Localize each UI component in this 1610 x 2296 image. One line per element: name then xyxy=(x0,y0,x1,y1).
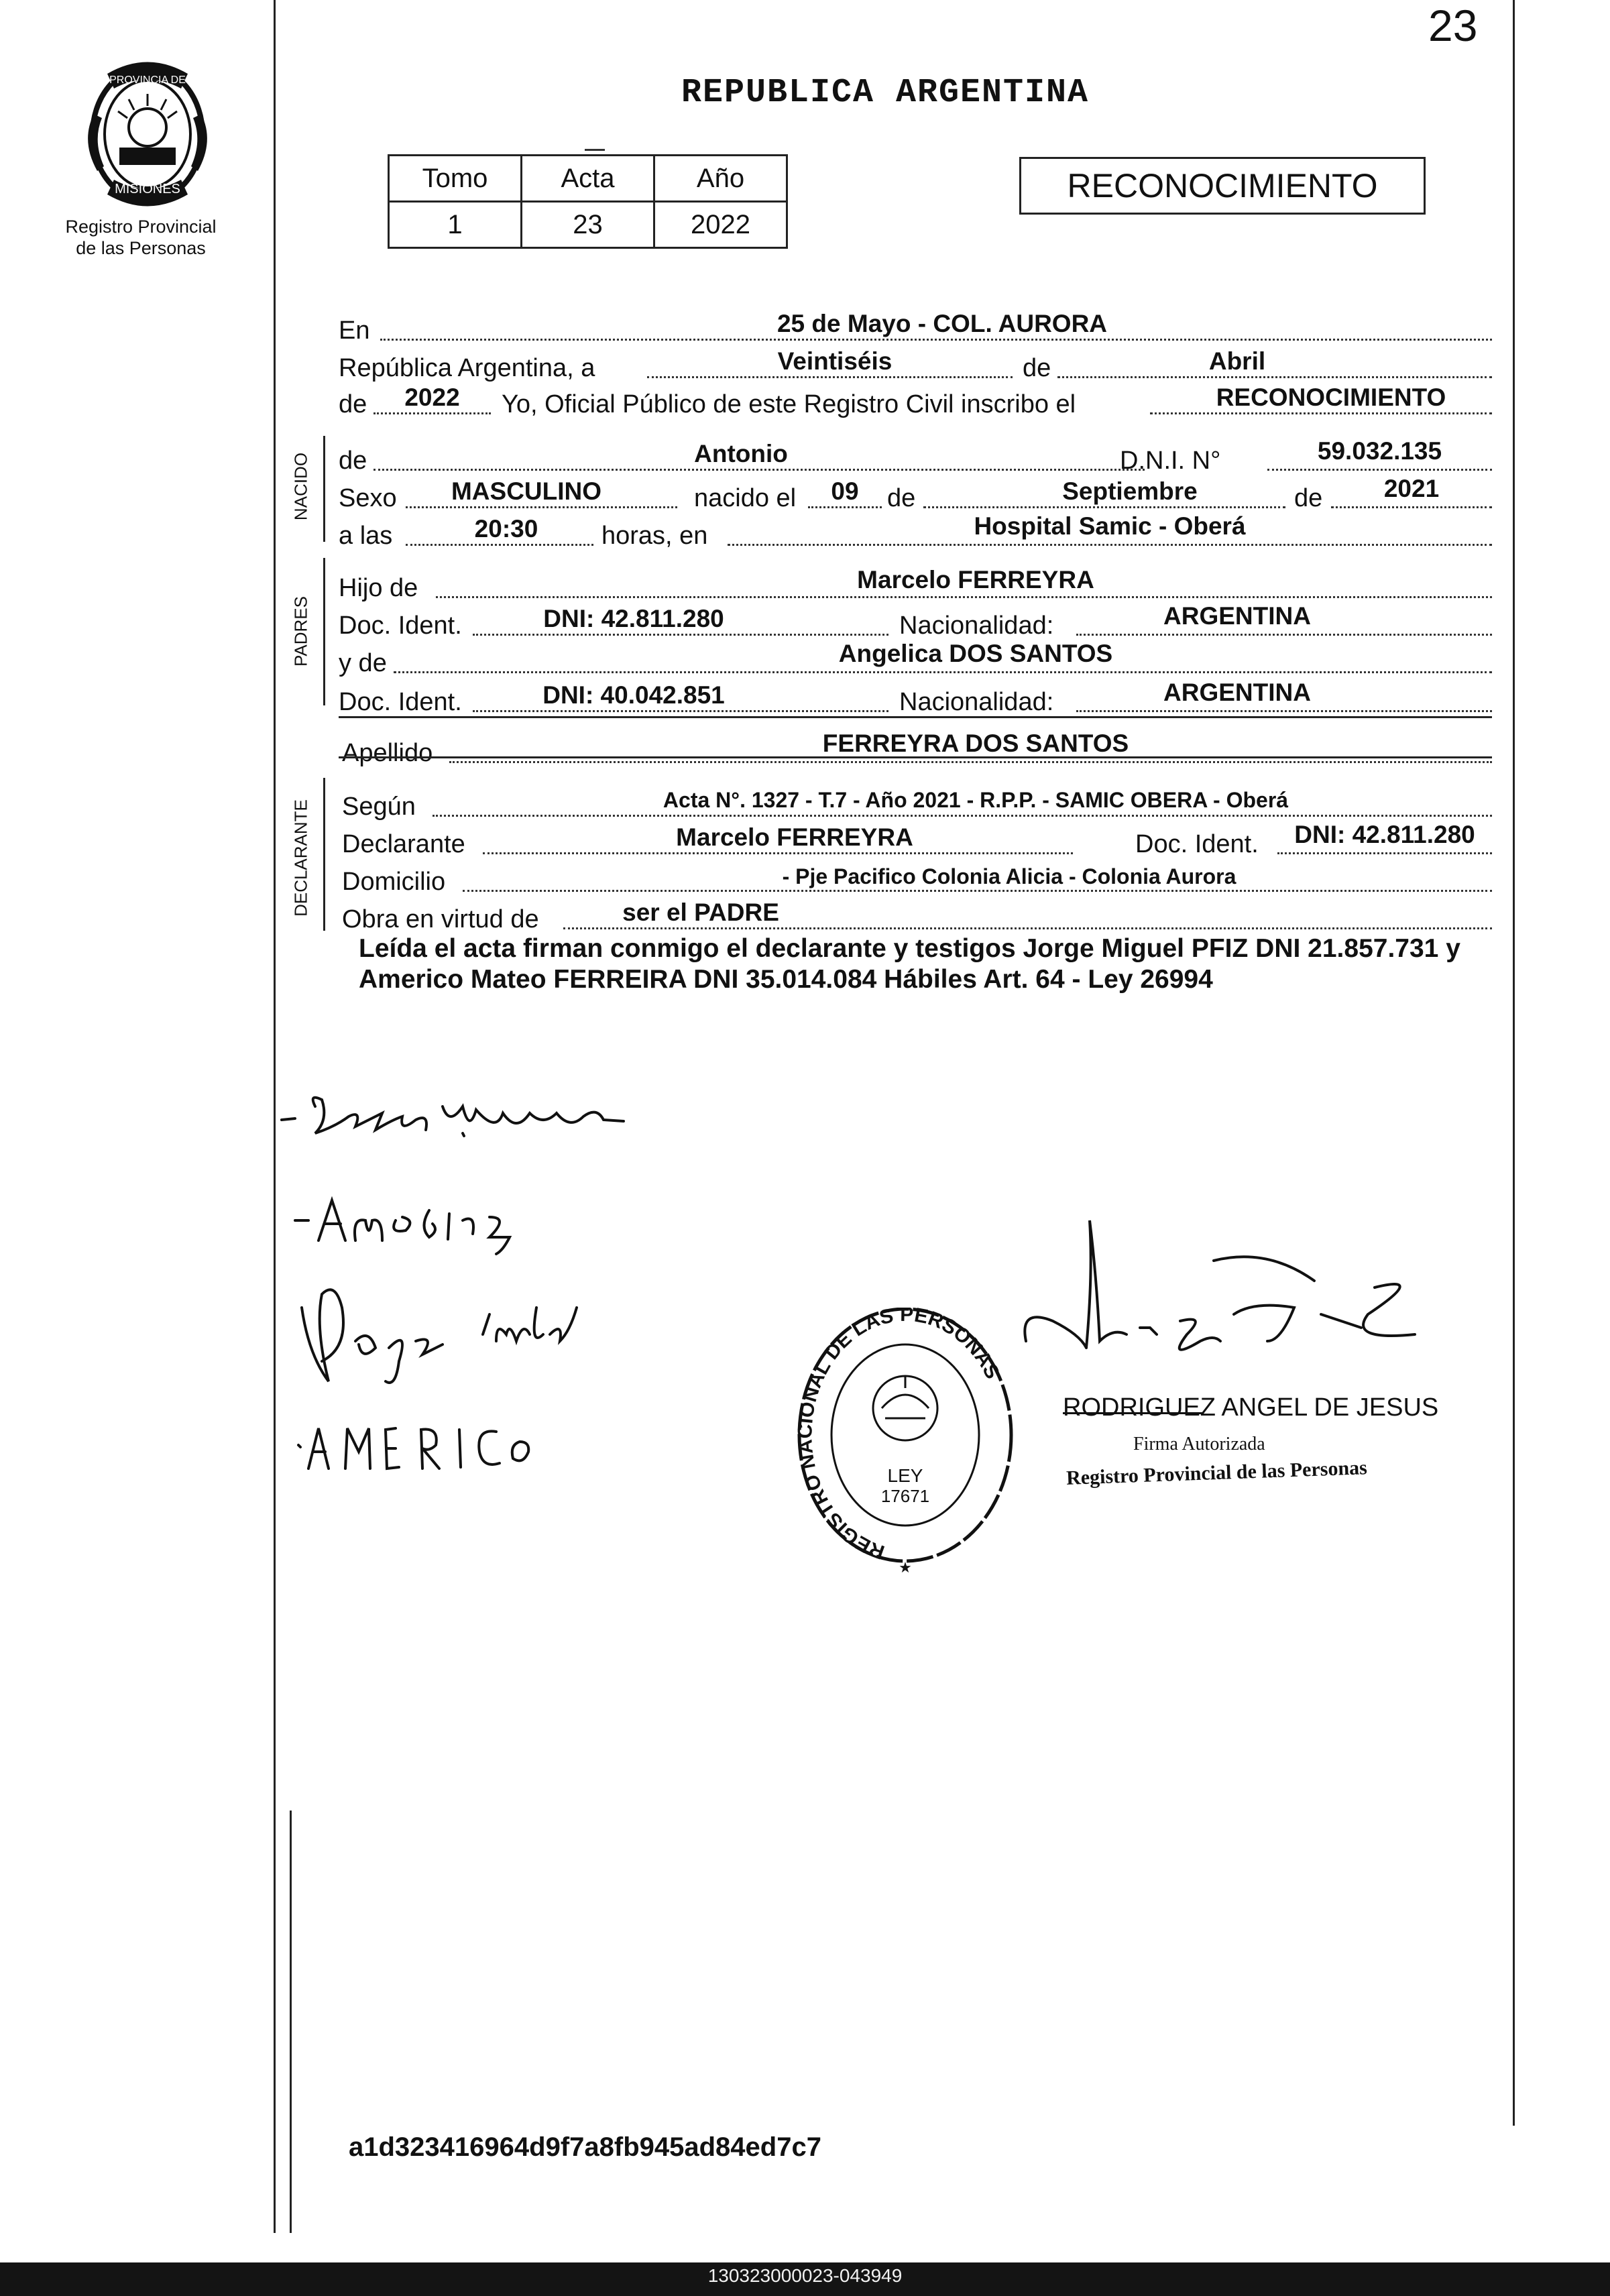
document-title: REPUBLICA ARGENTINA xyxy=(681,74,1090,112)
label-horas-en: horas, en xyxy=(601,522,708,550)
official-signature xyxy=(1013,1207,1428,1381)
dotted-line xyxy=(1150,412,1492,414)
svg-text:MISIONES: MISIONES xyxy=(115,182,180,196)
value-segun: Acta N°. 1327 - T.7 - Año 2021 - R.P.P. - SAMIC OBERA - Oberá xyxy=(663,788,1289,812)
label-nacionalidad: Nacionalidad: xyxy=(899,612,1054,640)
logo-caption-line1: Registro Provincial xyxy=(65,217,217,237)
label-hijo-de: Hijo de xyxy=(339,574,418,602)
dotted-line xyxy=(373,412,491,414)
row-apellido xyxy=(339,728,1492,768)
registry-stamp xyxy=(791,1308,1019,1589)
row-nacido-sexo xyxy=(339,473,1492,514)
dotted-line xyxy=(473,710,888,712)
declarante-bracket xyxy=(323,778,325,931)
value-anio: 2022 xyxy=(654,202,787,248)
footer-code: 130323000023-043949 xyxy=(707,2265,903,2286)
row-mother-doc xyxy=(339,677,1492,718)
value-birth-day: 09 xyxy=(831,477,859,505)
value-father-nat: ARGENTINA xyxy=(1163,602,1311,630)
dotted-line xyxy=(483,852,1073,854)
label-obra: Obra en virtud de xyxy=(342,905,539,933)
svg-text:★: ★ xyxy=(899,1559,912,1576)
logo-caption-line2: de las Personas xyxy=(76,238,206,258)
value-month: Abril xyxy=(1208,347,1266,375)
official-name: RODRIGUEZ ANGEL DE JESUS xyxy=(1063,1393,1439,1422)
value-birth-month: Septiembre xyxy=(1062,477,1198,505)
page-number: 23 xyxy=(1428,1,1478,50)
value-birth-year: 2021 xyxy=(1383,475,1440,502)
signature-jorge-miguel xyxy=(282,1267,590,1401)
value-birth-time: 20:30 xyxy=(474,515,538,542)
dotted-line xyxy=(563,927,1492,929)
header-acta: Acta xyxy=(522,156,654,202)
value-child-dni: 59.032.135 xyxy=(1317,437,1442,465)
nacido-section-label: NACIDO xyxy=(290,452,311,521)
nacido-bracket xyxy=(323,436,325,542)
svg-text:LEY: LEY xyxy=(887,1465,923,1486)
section-divider xyxy=(339,716,1492,718)
value-sexo: MASCULINO xyxy=(451,477,602,505)
value-tomo: 1 xyxy=(389,202,522,248)
label-apellido: Apellido xyxy=(342,739,433,767)
row-father-doc xyxy=(339,601,1492,641)
value-domicilio: - Pje Pacifico Colonia Alicia - Colonia Aurora xyxy=(782,864,1237,888)
label-en: En xyxy=(339,317,370,345)
label-domicilio: Domicilio xyxy=(342,868,446,896)
document-hash: a1d323416964d9f7a8fb945ad84ed7c7 xyxy=(349,2132,821,2162)
value-day: Veintiséis xyxy=(777,347,893,375)
value-mother-doc: DNI: 40.042.851 xyxy=(542,681,725,709)
dotted-line xyxy=(373,469,1145,471)
row-nacido-hora xyxy=(339,511,1492,551)
label-segun: Según xyxy=(342,793,416,821)
label-nacionalidad: Nacionalidad: xyxy=(899,688,1054,716)
row-nacido-nombre xyxy=(339,436,1492,476)
svg-text:17671: 17671 xyxy=(880,1486,930,1506)
dotted-line xyxy=(436,596,1492,598)
row-y-de xyxy=(339,638,1492,679)
row-en xyxy=(339,306,1492,346)
official-name-strike xyxy=(1063,1412,1204,1414)
signature-amg xyxy=(288,1187,530,1261)
value-declarante-doc: DNI: 42.811.280 xyxy=(1294,821,1475,848)
value-child-name: Antonio xyxy=(694,440,788,467)
value-act: RECONOCIMIENTO xyxy=(1216,384,1446,411)
official-office: Registro Provincial de las Personas xyxy=(1066,1456,1368,1489)
row-obra xyxy=(339,895,1492,935)
dotted-line xyxy=(463,890,1492,892)
padres-section-label: PADRES xyxy=(290,596,311,667)
value-obra: ser el PADRE xyxy=(622,899,779,926)
value-declarante: Marcelo FERREYRA xyxy=(676,823,913,851)
dotted-line xyxy=(808,506,882,508)
signature-marcelo xyxy=(275,1080,650,1153)
record-type-box: RECONOCIMIENTO xyxy=(1019,157,1426,215)
closing-statement: Leída el acta firman conmigo el declarante y testigos Jorge Miguel PFIZ DNI 21.857.731 y Americo Mateo FERREIRA DNI 35.014.084 Hábiles Art. 64 - Ley 26994 xyxy=(359,934,1460,994)
padres-bracket xyxy=(323,558,325,705)
dotted-line xyxy=(1277,852,1492,854)
label-doc-ident: Doc. Ident. xyxy=(339,688,462,716)
value-acta: 23 xyxy=(522,202,654,248)
label-republica: República Argentina, a xyxy=(339,354,595,382)
dotted-line xyxy=(394,671,1492,673)
dotted-line xyxy=(449,761,1492,763)
dotted-line xyxy=(406,506,677,508)
row-republica xyxy=(339,343,1492,384)
value-year: 2022 xyxy=(404,384,460,411)
label-de-mes: de xyxy=(887,484,916,512)
dotted-line xyxy=(380,339,1492,341)
title-dash xyxy=(585,149,605,151)
dotted-line xyxy=(728,544,1492,546)
label-yo: Yo, Oficial Público de este Registro Civil inscribo el xyxy=(502,390,1076,418)
dotted-line xyxy=(406,544,593,546)
signature-americo xyxy=(288,1415,543,1475)
label-nacido-el: nacido el xyxy=(694,484,797,512)
label-sexo: Sexo xyxy=(339,484,397,512)
label-dni: D.N.I. N° xyxy=(1120,447,1221,475)
label-de-anio: de xyxy=(1294,484,1323,512)
label-doc-ident: Doc. Ident. xyxy=(1135,830,1259,858)
label-de: de xyxy=(1023,354,1051,382)
declarante-section-label: DECLARANTE xyxy=(290,799,311,917)
row-yo xyxy=(339,380,1492,420)
dotted-line xyxy=(647,376,1013,378)
section-divider xyxy=(339,756,1492,758)
value-father-doc: DNI: 42.811.280 xyxy=(543,605,724,632)
value-mother-nat: ARGENTINA xyxy=(1163,679,1311,706)
dotted-line xyxy=(1057,376,1492,378)
dotted-line xyxy=(923,506,1285,508)
label-a-las: a las xyxy=(339,522,393,550)
dotted-line xyxy=(1267,469,1492,471)
label-de2: de xyxy=(339,390,367,418)
dotted-line xyxy=(1076,634,1492,636)
label-y-de: y de xyxy=(339,649,387,677)
official-title: Firma Autorizada xyxy=(1133,1434,1265,1454)
header-anio: Año xyxy=(654,156,787,202)
svg-text:PROVINCIA DE: PROVINCIA DE xyxy=(109,74,186,86)
dotted-line xyxy=(1076,710,1492,712)
dotted-line xyxy=(473,634,888,636)
misiones-seal-logo xyxy=(67,54,228,215)
row-domicilio xyxy=(339,857,1492,897)
svg-text:REGISTRO NACIONAL DE LAS PERSO: REGISTRO NACIONAL DE LAS PERSONAS xyxy=(794,1308,1004,1564)
row-segun xyxy=(339,782,1492,822)
label-de: de xyxy=(339,447,367,475)
right-margin-line xyxy=(1513,0,1515,2126)
value-apellido: FERREYRA DOS SANTOS xyxy=(822,730,1129,757)
logo-caption xyxy=(40,216,241,259)
dotted-line xyxy=(1331,506,1492,508)
row-declarante xyxy=(339,819,1492,860)
registry-table xyxy=(388,154,788,249)
value-birth-place: Hospital Samic - Oberá xyxy=(974,512,1246,540)
label-declarante: Declarante xyxy=(342,830,465,858)
left-margin-line-inner xyxy=(290,1811,292,2233)
value-father-name: Marcelo FERREYRA xyxy=(857,566,1094,593)
value-mother-name: Angelica DOS SANTOS xyxy=(838,640,1113,667)
dotted-line xyxy=(433,815,1492,817)
label-doc-ident: Doc. Ident. xyxy=(339,612,462,640)
value-en: 25 de Mayo - COL. AURORA xyxy=(777,310,1108,337)
header-tomo: Tomo xyxy=(389,156,522,202)
row-hijo-de xyxy=(339,563,1492,604)
